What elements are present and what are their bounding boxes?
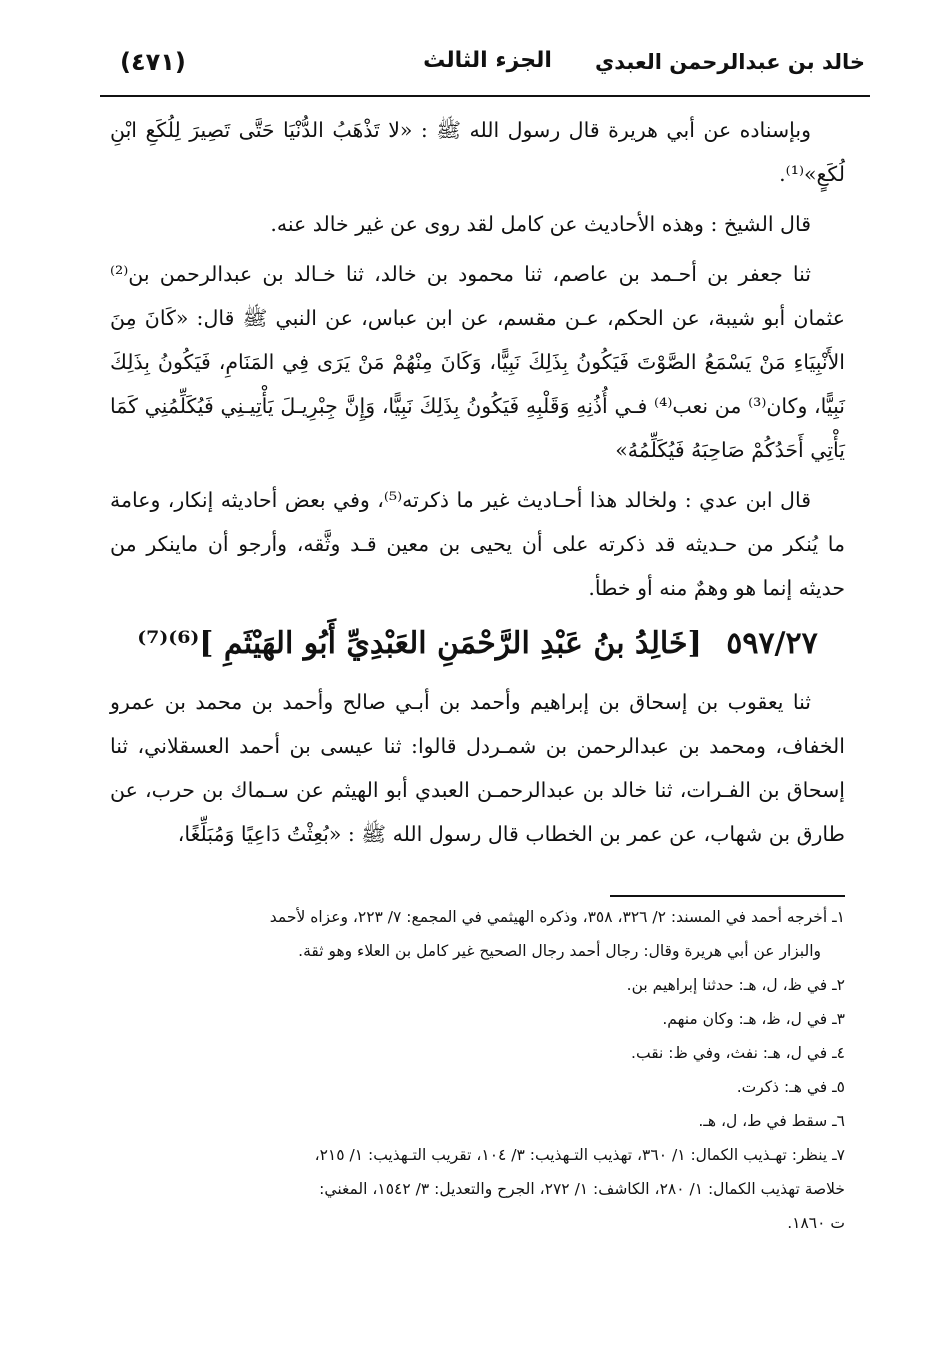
footnote-5: ٥ـ في هـ: ذكرت. [736,1078,845,1096]
footnote-2: ٢ـ في ظ، ل، هـ: حدثنا إبراهيم بن. [626,976,845,994]
header-volume: الجزء الثالث [423,48,552,73]
entry-number: ٥٩٧/٢٧ [726,626,818,661]
header-author: خالد بن عبدالرحمن العبدي [595,50,865,74]
footnote-3: ٣ـ في ل، ظ، هـ: وكان منهم. [662,1010,845,1028]
footnote-7-end: ت ١٨٦٠. [787,1214,845,1232]
footnote-divider [610,895,845,897]
footnote-7: ٧ـ ينظر: تهـذيب الكمال: ١/ ٣٦٠، تهذيب التـهذيب: ٣/ ١٠٤، تقريب التـهذيب: ١/ ٢١٥، [314,1146,845,1164]
paragraph-1: وبإسناده عن أبي هريرة قال رسول الله ﷺ : «لا تَذْهَبُ الدُّنْيَا حَتَّى تَصِيرَ لِلُكَعِ ابْنِ لُكَعٍ»⁽¹⁾. [110,118,845,186]
footnote-1-cont: والبزار عن أبي هريرة وقال: رجال أحمد رجال الصحيح غير كامل بن العلاء وهو ثقة. [298,942,821,960]
header-divider [100,95,870,97]
footnote-6: ٦ـ سقط في ط، ل، هـ. [698,1112,845,1130]
paragraph-3: ثنا جعفر بن أحـمد بن عاصم، ثنا محمود بن خالد، ثنا خـالد بن عبدالرحمن بن⁽²⁾ عثمان أبو شيبة، عن الحكم، عـن مقسم، عن ابن عباس، عن النبي ﷺ قال: «كَانَ مِنَ الأَنْبِيَاءِ مَنْ يَسْمَعُ الصَّوْتَ فَيَكُونُ بِذَلِكَ نَبِيًّا، وَكَانَ مِنْهُمْ مَنْ يَرَى فِي المَنَامِ، فَيَكُونُ بِذَلِكَ نَبِيًّا، وكان⁽³⁾ من نعب⁽⁴⁾ فـي أُذُنِهِ وَقَلْبِهِ فَيَكُونُ بِذَلِكَ نَبِيًّا، وَإِنَّ جِبْرِيـلَ يَأْتِيـنِي فَيُكَلِّمُنِي كَمَا يَأْتِي أَحَدُكُمْ صَاحِبَهُ فَيُكَلِّمُهُ» [110,262,845,462]
entry-title: [خَالِدُ بنُ عَبْدِ الرَّحْمَنِ العَبْدِيِّ أَبُو الهَيْثَمِ ]⁽⁶⁾⁽⁷⁾ [137,626,702,661]
entry-heading [110,616,845,672]
paragraph-5: ثنا يعقوب بن إسحاق بن إبراهيم وأحمد بن أبـي صالح وأحمد بن محمد بن عمرو الخفاف، ومحمد بن عبدالرحمن بن شمـردل قالوا: ثنا عيسى بن أحمد العسقلاني، ثنا إسحاق بن الفـرات، ثنا خالد بن عبدالرحمـن العبدي أبو الهيثم عن سـماك بن حرب، عن طارق بن شهاب، عن عمر بن الخطاب قال رسول الله ﷺ : «بُعِثْتُ دَاعِيًا وَمُبَلِّغًا، [110,690,845,846]
footnote-7-cont: خلاصة تهذيب الكمال: ١/ ٢٨٠، الكاشف: ١/ ٢٧٢، الجرح والتعديل: ٣/ ١٥٤٢، المغني: [319,1180,845,1198]
footnote-1: ١ـ أخرجه أحمد في المسند: ٢/ ٣٢٦، ٣٥٨، وذكره الهيثمي في المجمع: ٧/ ٢٢٣، وعزاه لأحمد [269,908,845,926]
paragraph-4: قال ابن عدي : ولخالد هذا أحـاديث غير ما ذكرته⁽⁵⁾، وفي بعض أحاديثه إنكار، وعامة ما يُنكر من حـديثه قد ذكرته على أن يحيى بن معين قـد وثَّقه، وأرجو أن ماينكر من حديثه إنما هو وهمٌ منه أو خطأ. [110,488,845,600]
footnote-4: ٤ـ في ل، هـ: نفث، وفي ظ: نقب. [631,1044,845,1062]
page-number: (٤٧١) [120,48,186,76]
paragraph-2: قال الشيخ : وهذه الأحاديث عن كامل لقد روى عن غير خالد عنه. [270,212,811,236]
main-text [110,108,845,862]
running-header [110,40,865,90]
footnotes [95,900,845,1240]
